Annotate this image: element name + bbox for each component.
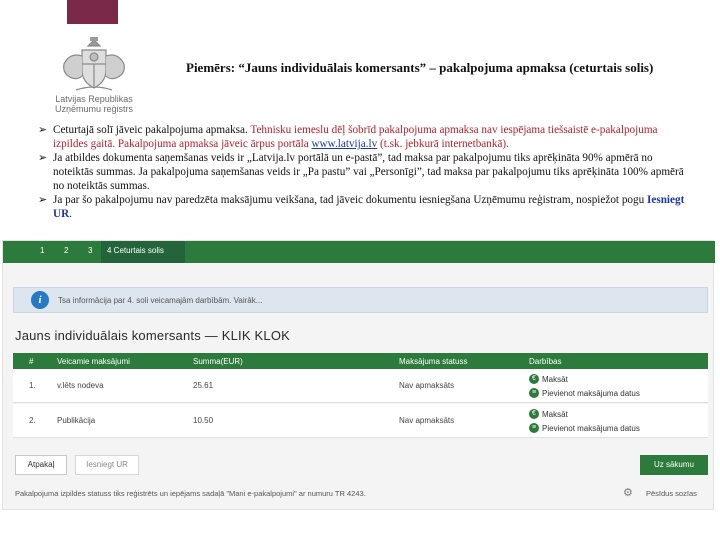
logo-line-2: Uzņēmumu reģistrs [54, 104, 134, 114]
payment-name: v.lēts nodeva [57, 381, 104, 390]
eservice-screenshot [2, 240, 714, 510]
col-number: # [29, 357, 34, 366]
document-icon: ≡ [529, 423, 539, 433]
add-payment-data-label: Pievienot maksājuma datus [542, 389, 640, 398]
step-navigation [3, 241, 715, 263]
info-icon: i [31, 291, 49, 309]
footer-link[interactable]: Pēsīdus sozīas [646, 489, 697, 498]
step-3[interactable]: 3 [88, 246, 93, 255]
row-number: 1. [29, 381, 36, 390]
bullet-text: Ceturtajā solī jāveic pakalpojuma apmaksa. [53, 124, 251, 136]
payment-sum: 10.50 [193, 416, 214, 425]
arrow-bullet-icon: ➢ [38, 124, 48, 136]
info-text[interactable]: Tsa informācija par 4. soli veicamajām darbībām. Vairāk... [58, 296, 263, 305]
bullet-fee [38, 151, 688, 193]
row-number: 2. [29, 416, 36, 425]
payment-status: Nav apmaksāts [399, 381, 455, 390]
bullet-text-end: . [69, 208, 72, 220]
latvija-link[interactable]: www.latvija.lv [311, 138, 378, 150]
arrow-bullet-icon: ➢ [38, 194, 48, 206]
table-header [13, 353, 708, 369]
bullet-text: Ja par šo pakalpojumu nav paredzēta maksājumu veikšana, tad jāveic dokumentu iesniegšana Uzņēmumu reģistram, nospiežot pogu [53, 194, 648, 206]
pay-label: Maksāt [542, 410, 568, 419]
home-button[interactable]: Uz sākumu [640, 455, 708, 475]
info-banner [13, 287, 708, 313]
step-2[interactable]: 2 [64, 246, 69, 255]
coat-of-arms-icon [48, 34, 140, 94]
col-sum: Summa(EUR) [193, 357, 243, 366]
col-payments: Veicamie maksājumi [57, 357, 130, 366]
bullet-text: Ja atbildes dokumenta saņemšanas veids ir „Latvija.lv portālā un e-pastā”, tad maksa par pakalpojumu tiks aprēķināta 90% apmērā no noteiktās summas. Ja pakalpojuma saņemšanas veids ir „Pa pastu” vai „Personīgi”, tad maksa par pakalpojumu tiks aprēķināta 100% apmērā no noteiktās summas. [53, 152, 684, 192]
step-4[interactable]: 4 Ceturtais solis [107, 246, 164, 255]
gear-icon[interactable]: ⚙ [623, 487, 633, 499]
table-row [13, 404, 708, 438]
instruction-list [38, 123, 688, 221]
slide-title: Piemērs: “Jauns individuālais komersants” – pakalpojuma apmaksa (ceturtais solis) [186, 60, 654, 75]
payment-status: Nav apmaksāts [399, 416, 455, 425]
back-button[interactable]: Atpakaļ [15, 455, 67, 475]
submit-ur-reference: Iesniegt UR [53, 194, 685, 220]
ur-logo [48, 34, 140, 116]
bullet-submit [38, 193, 688, 221]
table-row [13, 369, 708, 403]
arrow-bullet-icon: ➢ [38, 152, 48, 164]
col-status: Maksājuma statuss [399, 357, 468, 366]
submit-ur-button[interactable]: Iesniegt UR [75, 455, 139, 475]
status-footer-text: Pakalpojuma izpildes statuss tiks reģistrēts un iepējams sadaļā "Mani e-pakalpojumi" ar numuru TR 4243. [15, 489, 366, 498]
pay-label: Maksāt [542, 375, 568, 384]
document-icon: ≡ [529, 388, 539, 398]
bullet-payment [38, 123, 688, 151]
warning-text: Tehnisku iemeslu dēļ šobrīd pakalpojuma apmaksa nav iespējama tiešsaistē e-pakalpojuma izpildes gaitā. Pakalpojuma apmaksa jāveic ārpus portāla [53, 124, 658, 150]
logo-line-1: Latvijas Republikas [55, 94, 133, 104]
col-actions: Darbības [529, 357, 562, 366]
payment-sum: 25.61 [193, 381, 214, 390]
add-payment-data-label: Pievienot maksājuma datus [542, 424, 640, 433]
step-1[interactable]: 1 [40, 246, 45, 255]
logo-text [48, 94, 140, 114]
header-color-block [67, 0, 118, 24]
company-title: Jauns individuālais komersants — KLIK KLOK [15, 328, 291, 343]
payment-name: Publikācija [57, 416, 96, 425]
warning-text-end: (t.sk. jebkurā internetbankā). [377, 138, 509, 150]
euro-icon: € [529, 374, 539, 384]
euro-icon: € [529, 409, 539, 419]
